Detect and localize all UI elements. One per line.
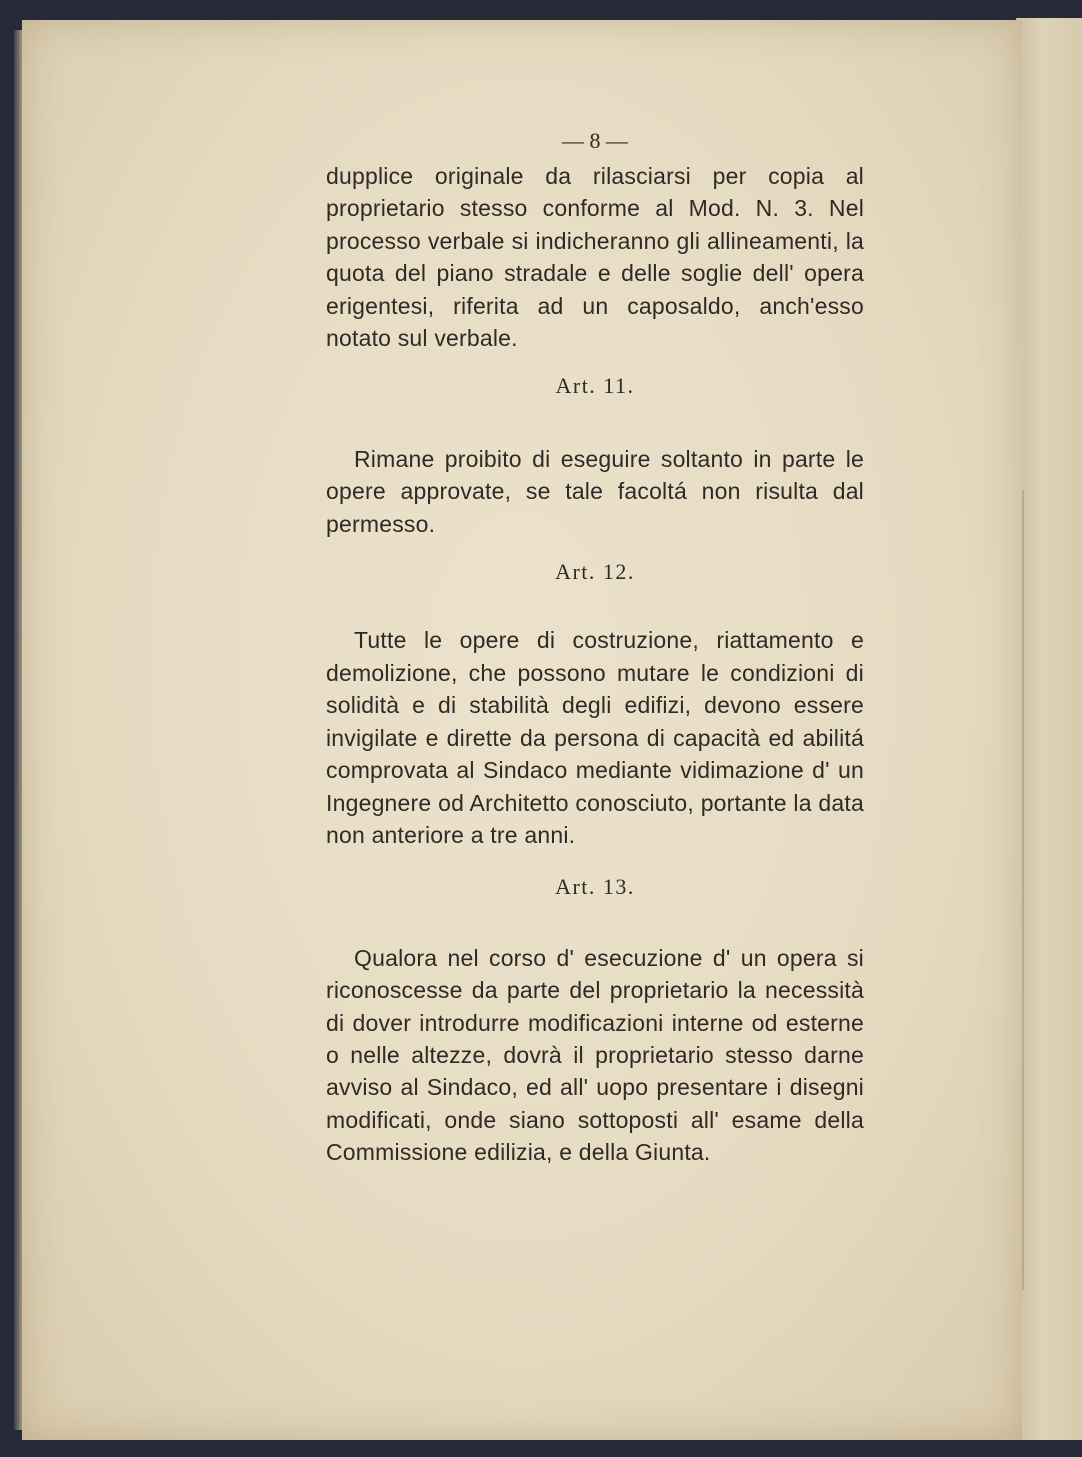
next-page-edge: [1016, 18, 1082, 1440]
paragraph-art-13-text: Qualora nel corso d' esecuzione d' un opera si riconoscesse da parte del proprietario la necessità di dover introdurre modificazioni interne od esterne o nelle altezze, dovrà il proprietario stesso darne avviso al Sindaco, ed all' uopo presentare i disegni modificati, onde siano sottoposti all' esame della Commissione edilizia, e della Giunta.: [326, 944, 864, 1166]
paragraph-art-11: [326, 443, 864, 540]
heading-art-11: Art. 11.: [555, 373, 635, 399]
spine-crease: [1022, 490, 1024, 1290]
paragraph-art-12: [326, 624, 864, 851]
heading-art-12: Art. 12.: [555, 559, 635, 585]
page-number: — 8 —: [562, 128, 628, 153]
heading-art-13: Art. 13.: [555, 874, 635, 900]
paragraph-intro: dupplice originale da rilasciarsi per copia al proprietario stesso conforme al Mod. N. 3. Nel processo verbale si indicheranno gli allineamenti, la quota del piano stradale e delle soglie dell' opera erigentesi, riferita ad un caposaldo, anch'esso notato sul verbale.: [326, 163, 864, 352]
paragraph-art-13: [326, 942, 864, 1169]
page-body: [326, 160, 864, 1169]
paragraph-art-12-text: Tutte le opere di costruzione, riattamento e demolizione, che possono mutare le condizioni di solidità e di stabilità degli edifizi, devono essere invigilate e dirette da persona di capacità ed abilitá comprovata al Sindaco mediante vidimazione d' un Ingegnere od Architetto conosciuto, portante la data non anteriore a tre anni.: [326, 627, 864, 848]
paragraph-art-11-text: Rimane proibito di eseguire soltanto in parte le opere approvate, se tale facoltá non risulta dal permesso.: [326, 445, 864, 537]
